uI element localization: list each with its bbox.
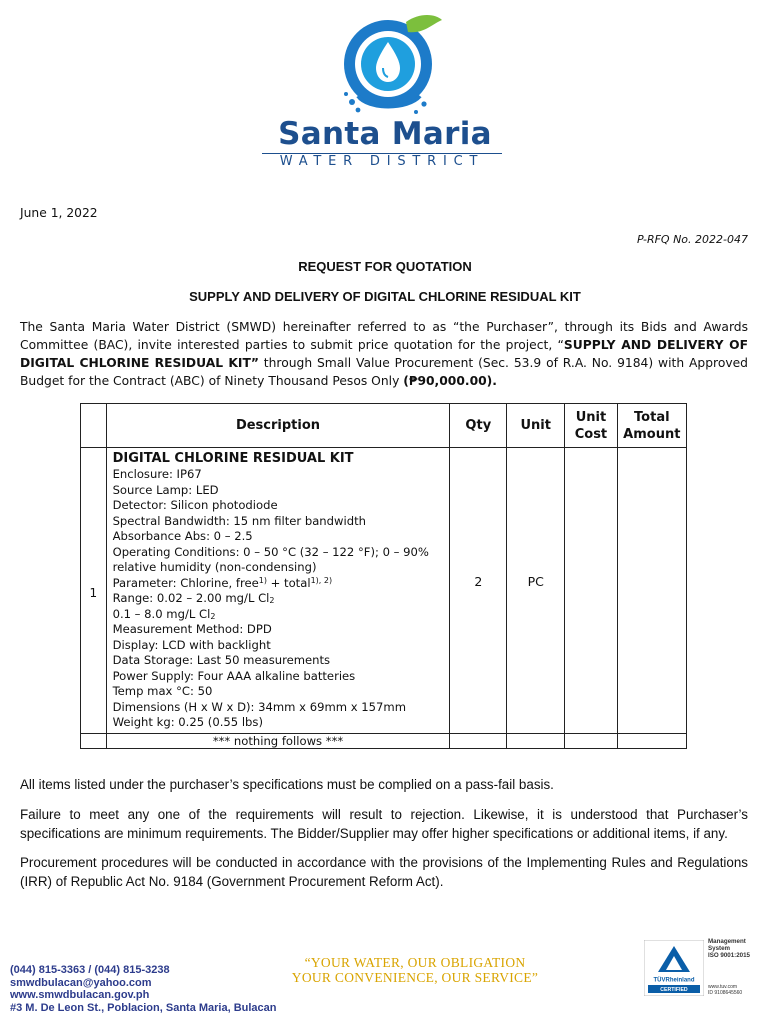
table-header-row [81, 404, 687, 448]
nothing-follows-note: *** nothing follows *** [106, 733, 450, 748]
header-item-number [81, 404, 107, 448]
intro-budget-amount: (₱90,000.00). [403, 374, 497, 388]
cert-description [708, 939, 764, 959]
org-subtitle: WATER DISTRICT [262, 153, 502, 171]
intro-paragraph [20, 318, 748, 390]
spec-source-lamp: Source Lamp: LED [112, 482, 219, 497]
spec-weight: Weight kg: 0.25 (0.55 lbs) [112, 715, 263, 729]
paragraph-pass-fail: All items listed under the purchaser’s specifications must be complied on a pass-fail basis. [20, 777, 554, 792]
spec-operating-humidity: relative humidity (non-condensing) [112, 560, 317, 574]
item-unit: PC [507, 448, 565, 734]
footer-address: #3 M. De Leon St., Poblacion, Santa Maria, Bulacan [10, 1002, 277, 1015]
item-description [106, 448, 450, 734]
spec-method: Measurement Method: DPD [112, 622, 272, 636]
spec-temp: Temp max °C: 50 [112, 684, 213, 698]
spec-power: Power Supply: Four AAA alkaline batteries [112, 668, 356, 683]
document-subtitle: SUPPLY AND DELIVERY OF DIGITAL CHLORINE RESIDUAL KIT [189, 289, 581, 304]
cert-title-1: Management [708, 938, 746, 945]
intro-project-name: SUPPLY AND DELIVERY OF DIGITAL CHLORINE RESIDUAL KIT” [20, 338, 748, 370]
paragraph-procedures: Procurement procedures will be conducted in accordance with the provisions of the Implementing Rules and Regulations (IRR) of Republic Act No. 9184 (Government Procurement Reform Act). [20, 855, 748, 889]
spec-storage: Data Storage: Last 50 measurements [112, 653, 331, 667]
document-title: REQUEST FOR QUOTATION [298, 259, 472, 274]
header-description: Description [106, 404, 450, 448]
spec-bandwidth: Spectral Bandwidth: 15 nm filter bandwidth [112, 513, 366, 528]
spec-range-1: Range: 0.02 – 2.00 mg/L $Cl_2$ [112, 591, 275, 605]
motto-line-2: YOUR CONVENIENCE, OUR SERVICE” [291, 970, 539, 985]
spec-parameter: Parameter: Chlorine, free$^{1)}$ + total$^{1), 2)}$ [112, 575, 333, 590]
spec-operating-conditions: Operating Conditions: 0 – 50 °C (32 – 122 °F); 0 – 90% [112, 544, 429, 559]
paragraph-rejection: Failure to meet any one of the requirements will result to rejection. Likewise, it is understood that Purchaser’s specifications are minimum requirements. The Bidder/Supplier may offer higher specifications or additional items, if any. [20, 807, 748, 841]
item-name: DIGITAL CHLORINE RESIDUAL KIT [112, 451, 354, 466]
intro-text-1: The Santa Maria Water District (SMWD) hereinafter referred to as “the Purchaser”, through its Bids and Awards Committee (BAC), invite interested parties to submit price quotation for the project, “ [20, 320, 748, 352]
spec-enclosure: Enclosure: IP67 [112, 467, 202, 481]
spec-display: Display: LCD with backlight [112, 637, 271, 652]
item-total-amount [617, 448, 686, 734]
spec-absorbance: Absorbance Abs: 0 – 2.5 [112, 529, 253, 543]
cert-standard: ISO 9001:2015 [708, 951, 750, 959]
footer-contact [10, 964, 277, 1015]
cert-title-2: System [708, 944, 731, 952]
quotation-table [80, 403, 687, 749]
intro-text-2: through Small Value Procurement (Sec. 53.9 of R.A. No. 9184) with Approved Budget for the Contract (ABC) of Ninety Thousand Pesos Only [20, 356, 748, 388]
cert-label-text: CERTIFIED [660, 987, 688, 993]
footer-motto [290, 955, 540, 985]
spec-range-2: 0.1 – 8.0 mg/L $Cl_2$ [112, 606, 216, 621]
item-qty: 2 [450, 448, 507, 734]
motto-line-1: “YOUR WATER, OUR OBLIGATION [304, 955, 526, 970]
cert-id: ID 9108645560 [708, 990, 743, 996]
letter-date: June 1, 2022 [20, 206, 98, 220]
header-total-amount: Total Amount [617, 404, 686, 448]
spec-dimensions: Dimensions (H x W x D): 34mm x 69mm x 157mm [112, 699, 406, 714]
footer-email: smwdbulacan@yahoo.com [10, 976, 152, 989]
footer-phones: (044) 815-3363 / (044) 815-3238 [10, 964, 170, 976]
cert-site: www.tuv.com [708, 984, 738, 990]
org-name: Santa Maria [278, 116, 492, 152]
table-row [81, 448, 687, 734]
header-unit: Unit [507, 404, 565, 448]
header-unit-cost: Unit Cost [565, 404, 617, 448]
footer-website: www.smwdbulacan.gov.ph [10, 989, 150, 1002]
header-qty: Qty [450, 404, 507, 448]
cert-details [708, 984, 764, 996]
spec-detector: Detector: Silicon photodiode [112, 498, 278, 512]
rfq-number: P-RFQ No. 2022-047 [636, 233, 748, 246]
item-unit-cost [565, 448, 617, 734]
tuv-certification-logo-icon [644, 940, 704, 996]
water-district-logo-icon [328, 6, 448, 126]
table-row-nothing-follows [81, 733, 687, 748]
cert-brand-text: TÜVRheinland [653, 977, 695, 984]
item-number: 1 [81, 448, 107, 734]
